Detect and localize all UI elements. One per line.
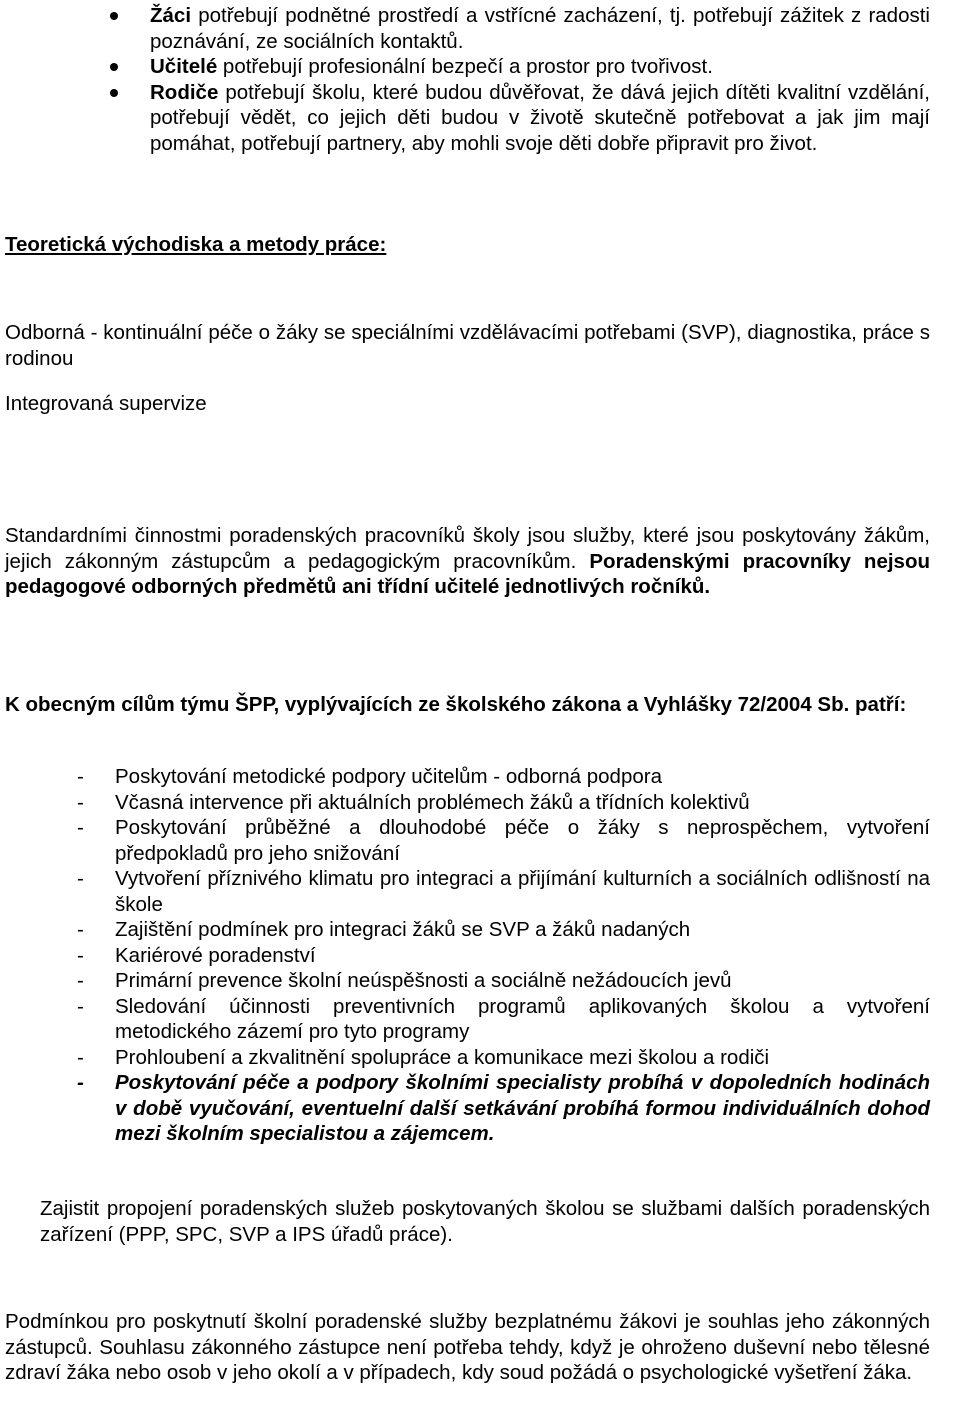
paragraph-standard-bold: Poradenskými pracovníky nejsou pedagogové odborných předmětů ani třídní učitelé jednotlivých ročníků. (5, 549, 930, 598)
goals-list (60, 764, 930, 1147)
goal-text: Včasná intervence při aktuálních problémech žáků a třídních kolektivů (115, 790, 750, 814)
goal-text: Prohloubení a zkvalitnění spolupráce a komunikace mezi školou a rodiči (115, 1045, 770, 1069)
paragraph-supervize: Integrovaná supervize (5, 392, 207, 415)
goal-item (60, 815, 930, 866)
section-heading: Teoretická východiska a metody práce: (5, 233, 387, 256)
goal-item (60, 968, 930, 994)
paragraph-souhlas: Podmínkou pro poskytnutí školní poradenské služby bezplatnému žákovi je souhlas jeho zákonných zástupců. Souhlasu zákonného zástupce není potřeba tehdy, když je ohroženo duševní nebo tělesné zdraví žáka nebo osob v jeho okolí a v případech, kdy soud požádá o psychologické vyšetření žáka. (5, 1310, 930, 1384)
goal-item-emphasis (60, 1070, 930, 1147)
bullet-term: Žáci (150, 4, 192, 27)
paragraph-standard-text: Standardními činnostmi poradenských pracovníků školy jsou služby, které jsou poskytovány žákům, jejich zákonným zástupcům a pedagogickým pracovníkům. (5, 524, 930, 573)
dash-marker: - (77, 1071, 84, 1094)
goal-item (60, 866, 930, 917)
bullet-item-ucitele (150, 54, 930, 80)
dash-marker: - (77, 1045, 84, 1069)
goals-heading: K obecným cílům týmu ŠPP, vyplývajících ze školského zákona a Vyhlášky 72/2004 Sb. patří: (5, 693, 907, 716)
dash-marker: - (77, 943, 84, 967)
goal-text: Poskytování průběžné a dlouhodobé péče o žáky s neprospěchem, vytvoření předpokladů pro jeho snižování (115, 816, 930, 865)
goal-text: Zajištění podmínek pro integraci žáků se SVP a žáků nadaných (115, 918, 691, 941)
dash-marker: - (77, 918, 84, 941)
dash-marker: - (77, 765, 84, 788)
goal-item (60, 790, 930, 816)
bullet-text: potřebují školu, které budou důvěřovat, že dává jejich dítěti kvalitní vzdělání, potřebují vědět, co jejich děti budou v životě skutečně potřebovat a jak jim mají pomáhat, potřebují partnery, aby mohli svoje děti dobře připravit pro život. (150, 80, 930, 155)
goal-text: Primární prevence školní neúspěšnosti a sociálně nežádoucích jevů (115, 969, 732, 992)
goal-text: Poskytování metodické podpory učitelům - odborná podpora (115, 765, 662, 788)
bullet-dot-icon (110, 12, 118, 20)
paragraph-odborna: Odborná - kontinuální péče o žáky se speciálními vzdělávacími potřebami (SVP), diagnostika, práce s rodinou (5, 321, 930, 370)
bullet-text: potřebují profesionální bezpečí a prostor pro tvořivost. (217, 55, 713, 78)
dash-marker: - (77, 790, 84, 814)
goal-text: Kariérové poradenství (115, 943, 316, 967)
goal-item (60, 1045, 930, 1071)
dash-marker: - (77, 994, 84, 1018)
goal-item (60, 764, 930, 790)
bullet-dot-icon (110, 89, 118, 97)
goal-item (60, 994, 930, 1045)
dash-marker: - (77, 969, 84, 992)
bullet-item-zaci (150, 3, 930, 54)
goal-item (60, 917, 930, 943)
goal-text: Sledování účinnosti preventivních programů aplikovaných školou a vytvoření metodického zázemí pro tyto programy (115, 994, 930, 1043)
goal-item (60, 943, 930, 969)
dash-marker: - (77, 816, 84, 839)
paragraph-propojeni: Zajistit propojení poradenských služeb poskytovaných školou se službami dalších poradenských zařízení (PPP, SPC, SVP a IPS úřadů práce). (40, 1197, 930, 1246)
bullet-text: potřebují podnětné prostředí a vstřícné zacházení, tj. potřebují zážitek z radosti poznávání, ze sociálních kontaktů. (150, 4, 930, 53)
bullet-term: Učitelé (150, 55, 218, 78)
bullet-dot-icon (110, 63, 118, 71)
paragraph-standard (5, 523, 930, 600)
dash-marker: - (77, 867, 84, 890)
goal-text: Vytvoření příznivého klimatu pro integraci a přijímání kulturních a sociálních odlišností na škole (115, 867, 930, 916)
goal-emphasis-text: Poskytování péče a podpory školními specialisty probíhá v dopoledních hodinách v době vyučování, eventuelní další setkávání probíhá formou individuálních dohod mezi školním specialistou a zájemcem. (115, 1071, 930, 1145)
bullet-term: Rodiče (150, 80, 219, 104)
needs-bullet-list (150, 3, 930, 156)
bullet-item-rodice (150, 80, 930, 157)
